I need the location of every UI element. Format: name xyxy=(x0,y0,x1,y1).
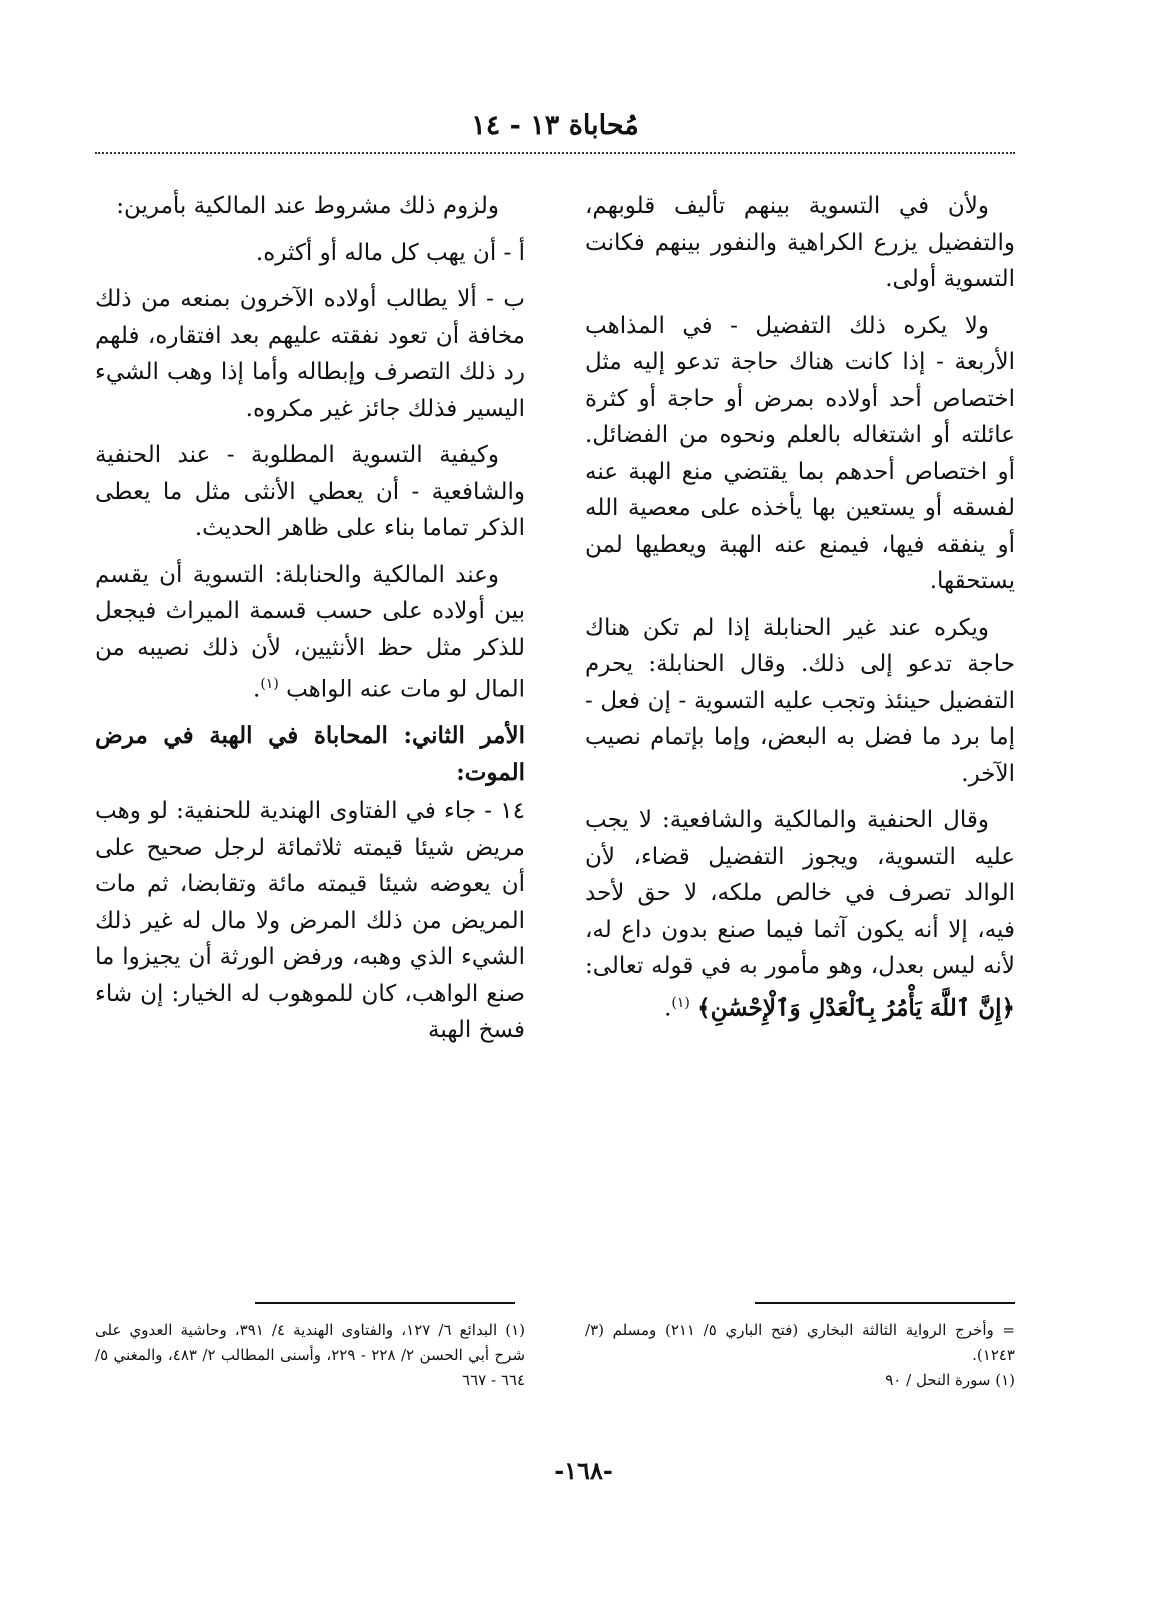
footnote-ref: (١) xyxy=(260,676,279,692)
left-column xyxy=(95,188,525,1059)
list-item: ب - ألا يطالب أولاده الآخرون بمنعه من ذلك مخافة أن تعود نفقته عليهم بعد افتقاره، فلهم رد ذلك التصرف وإبطاله وأما إذا وهب الشيء اليسير فذلك جائز غير مكروه. xyxy=(95,286,525,422)
period: . xyxy=(253,676,261,703)
header-dotted-rule xyxy=(95,152,1015,154)
footnote: (١) سورة النحل / ٩٠ xyxy=(885,1371,1015,1389)
footnotes-right xyxy=(585,1318,1015,1393)
paragraph: ولأن في التسوية بينهم تأليف قلوبهم، والتفضيل يزرع الكراهية والنفور بينهم فكانت التسوية أولى. xyxy=(585,193,1015,292)
footnote: (١) البدائع ٦/ ١٢٧، والفتاوى الهندية ٤/ ٣٩١، وحاشية العدوي على شرح أبي الحسن ٢/ ٢٢٨ - ٢٢٩، وأسنى المطالب ٢/ ٤٨٣، والمغني ٥/ ٦٦٤ - ٦٦٧ xyxy=(95,1321,526,1389)
page-header xyxy=(95,108,1015,158)
footnote: = وأخرج الرواية الثالثة البخاري (فتح الباري ٥/ ٢١١) ومسلم (٣/ ١٢٤٣). xyxy=(585,1321,1015,1364)
paragraph-text: وعند المالكية والحنابلة: التسوية أن يقسم بين أولاده على حسب قسمة الميراث فيجعل للذكر مثل حظ الأنثيين، لأن ذلك نصيبه من المال لو مات عنه الواهب xyxy=(95,561,525,703)
period: . xyxy=(664,995,672,1022)
quran-verse: ﴿إِنَّ ٱللَّهَ يَأْمُرُ بِٱلْعَدْلِ وَٱلْإِحْسَٰنِ﴾ xyxy=(697,994,1015,1022)
right-column xyxy=(585,188,1015,1037)
paragraph xyxy=(585,802,1015,1027)
paragraph xyxy=(95,557,525,709)
paragraph: ولا يكره ذلك التفضيل - في المذاهب الأربعة - إذا كانت هناك حاجة تدعو إليه مثل اختصاص أحد أولاده بمرض أو حاجة أو كثرة عائلته أو اشتغاله بالعلم ونحوه من الفضائل. أو اختصاص أحدهم بما يقتضي منع الهبة عنه لفسقه أو يستعين بها يأخذه على معصية الله أو ينفقه فيها، فيمنع عنه الهبة ويعطيها لمن يستحقها. xyxy=(585,312,1015,594)
page-number: -١٦٨- xyxy=(554,1456,613,1485)
footnote-divider xyxy=(755,1302,1015,1304)
footnote-ref: (١) xyxy=(671,994,690,1011)
paragraph: ١٤ - جاء في الفتاوى الهندية للحنفية: لو وهب مريض شيئا قيمته ثلاثمائة لرجل صحيح على أن يعوضه شيئا قيمته مائة وتقابضا، ثم مات المريض من ذلك المرض ولا مال له غير ذلك الشيء الذي وهبه، ورفض الورثة أن يجيزوا ما صنع الواهب، كان للموهوب له الخيار: إن شاء فسخ الهبة xyxy=(95,798,525,1044)
section-heading: الأمر الثاني: المحاباة في الهبة في مرض الموت: xyxy=(95,722,525,786)
paragraph: ويكره عند غير الحنابلة إذا لم تكن هناك حاجة تدعو إلى ذلك. وقال الحنابلة: يحرم التفضيل حينئذ وتجب عليه التسوية - إن فعل - إما برد ما فضل به البعض، وإما بإتمام نصيب الآخر. xyxy=(585,614,1015,787)
footnotes-left xyxy=(95,1318,525,1393)
paragraph-text: وقال الحنفية والمالكية والشافعية: لا يجب عليه التسوية، ويجوز التفضيل قضاء، لأن الوالد تصرف في خالص ملكه، لا حق لأحد فيه، إلا أنه يكون آثما فيما صنع بدون داع له، لأنه ليس بعدل، وهو مأمور به في قوله تعالى: xyxy=(585,807,1015,979)
list-item: أ - أن يهب كل ماله أو أكثره. xyxy=(255,239,525,266)
paragraph: ولزوم ذلك مشروط عند المالكية بأمرين: xyxy=(116,193,499,219)
paragraph: وكيفية التسوية المطلوبة - عند الحنفية والشافعية - أن يعطي الأنثى مثل ما يعطى الذكر تماما بناء على ظاهر الحديث. xyxy=(95,442,525,541)
footnote-divider xyxy=(255,1302,515,1304)
running-title: مُحاباة ١٣ - ١٤ xyxy=(471,110,639,141)
